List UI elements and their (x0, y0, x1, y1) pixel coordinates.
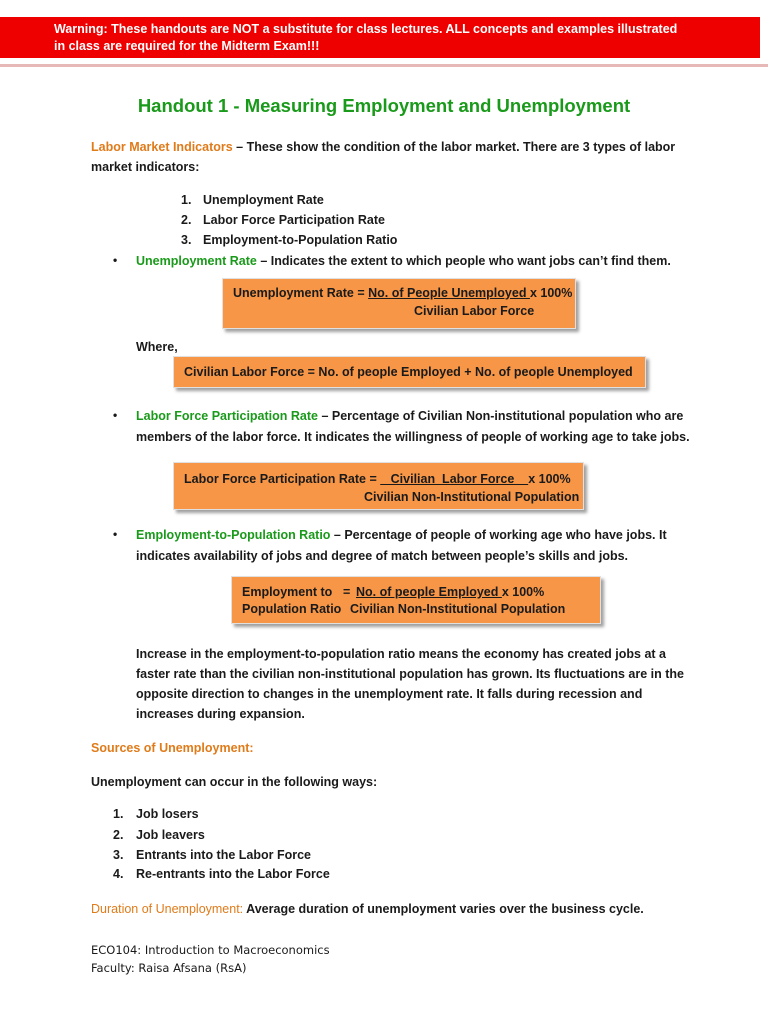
formula-numerator-line (233, 285, 572, 301)
indicators-definition: – These show the condition of the labor market. There are 3 types of labor (232, 140, 676, 154)
formula-label-line-1: Employment to (242, 585, 333, 599)
formula-label-line-2: Population Ratio (242, 602, 342, 616)
indicators-term: Labor Market Indicators (91, 140, 233, 154)
list-item: Job leavers (136, 828, 205, 842)
unemployment-rate-definition: – Indicates the extent to which people who want jobs can’t find them. (256, 254, 671, 268)
list-item: Job losers (136, 807, 199, 821)
formula-numerator-line (356, 584, 544, 600)
formula-numerator: Civilian Labor Force (380, 472, 529, 486)
sources-heading: Sources of Unemployment: (91, 741, 254, 755)
duration-term: Duration of Unemployment: (91, 902, 244, 916)
page-title: Handout 1 - Measuring Employment and Unemployment (137, 95, 631, 116)
formula-denominator: Civilian Non-Institutional Population (350, 602, 566, 616)
duration-definition: Average duration of unemployment varies over the business cycle. (243, 902, 644, 916)
where-label: Where, (136, 340, 178, 354)
footer-faculty: Faculty: Raisa Afsana (RsA) (91, 961, 247, 975)
unemployment-rate-term: Unemployment Rate (136, 254, 257, 268)
formula-numerator-line (184, 471, 571, 487)
list-item-number: 3. (113, 848, 124, 862)
formula-multiplier: x 100% (529, 286, 573, 300)
footer-course: ECO104: Introduction to Macroeconomics (91, 943, 330, 957)
formula-multiplier: x 100% (528, 472, 571, 486)
formula-denominator: Civilian Non-Institutional Population (364, 490, 580, 504)
paragraph-line: Increase in the employment-to-population ratio means the economy has created jobs at a (136, 647, 666, 661)
list-item-number: 2. (181, 213, 192, 227)
list-item: Unemployment Rate (203, 193, 324, 207)
bullet-icon: • (113, 253, 118, 267)
unemployment-rate-formula-box (222, 278, 576, 329)
list-item-number: 3. (181, 233, 192, 247)
lfpr-term: Labor Force Participation Rate (136, 409, 318, 423)
unemployment-rate-paragraph (136, 253, 671, 269)
list-item: Re-entrants into the Labor Force (136, 867, 330, 881)
sources-intro: Unemployment can occur in the following ways: (91, 775, 378, 789)
formula-denominator: Civilian Labor Force (414, 304, 535, 318)
lfpr-definition: – Percentage of Civilian Non-institutional population who are (317, 409, 684, 423)
list-item-number: 4. (113, 867, 124, 881)
list-item-number: 2. (113, 828, 124, 842)
bullet-icon: • (113, 527, 118, 541)
warning-line-2: in class are required for the Midterm Exam!!! (54, 39, 320, 53)
formula-numerator: No. of people Employed (356, 585, 502, 599)
epr-paragraph-line-1 (136, 527, 667, 543)
epr-term: Employment-to-Population Ratio (136, 528, 331, 542)
epr-paragraph-line-2: indicates availability of jobs and degree of match between people’s skills and jobs. (136, 549, 629, 563)
paragraph-line: opposite direction to changes in the unemployment rate. It falls during recession and (136, 687, 643, 701)
list-item: Employment-to-Population Ratio (203, 233, 398, 247)
indicators-paragraph-line-2: market indicators: (91, 160, 200, 174)
duration-paragraph (91, 901, 644, 917)
lfpr-formula-box (173, 462, 584, 510)
formula-equals: = (343, 585, 351, 599)
banner-divider (0, 64, 768, 67)
indicators-paragraph-line-1 (91, 139, 675, 155)
bullet-icon: • (113, 408, 118, 422)
civilian-labor-force-formula: Civilian Labor Force = No. of people Employed + No. of people Unemployed (184, 365, 633, 379)
list-item: Entrants into the Labor Force (136, 848, 312, 862)
formula-numerator: No. of People Unemployed (368, 286, 530, 300)
formula-label: Unemployment Rate = (233, 286, 369, 300)
warning-banner (0, 17, 760, 58)
formula-multiplier: x 100% (501, 585, 545, 599)
warning-line-1: Warning: These handouts are NOT a substitute for class lectures. ALL concepts and examples illustrated (54, 22, 678, 36)
paragraph-line: increases during expansion. (136, 707, 305, 721)
civilian-labor-force-formula-box (173, 356, 646, 388)
list-item-number: 1. (181, 193, 192, 207)
epr-definition: – Percentage of people of working age who have jobs. It (330, 528, 667, 542)
formula-label: Labor Force Participation Rate = (184, 472, 381, 486)
lfpr-paragraph-line-1 (136, 408, 683, 424)
list-item: Labor Force Participation Rate (203, 213, 385, 227)
lfpr-paragraph-line-2: members of the labor force. It indicates the willingness of people of working age to take jobs. (136, 430, 690, 444)
paragraph-line: faster rate than the civilian non-institutional population has grown. Its fluctuations are in the (136, 667, 684, 681)
epr-formula-box (231, 576, 601, 624)
list-item-number: 1. (113, 807, 124, 821)
